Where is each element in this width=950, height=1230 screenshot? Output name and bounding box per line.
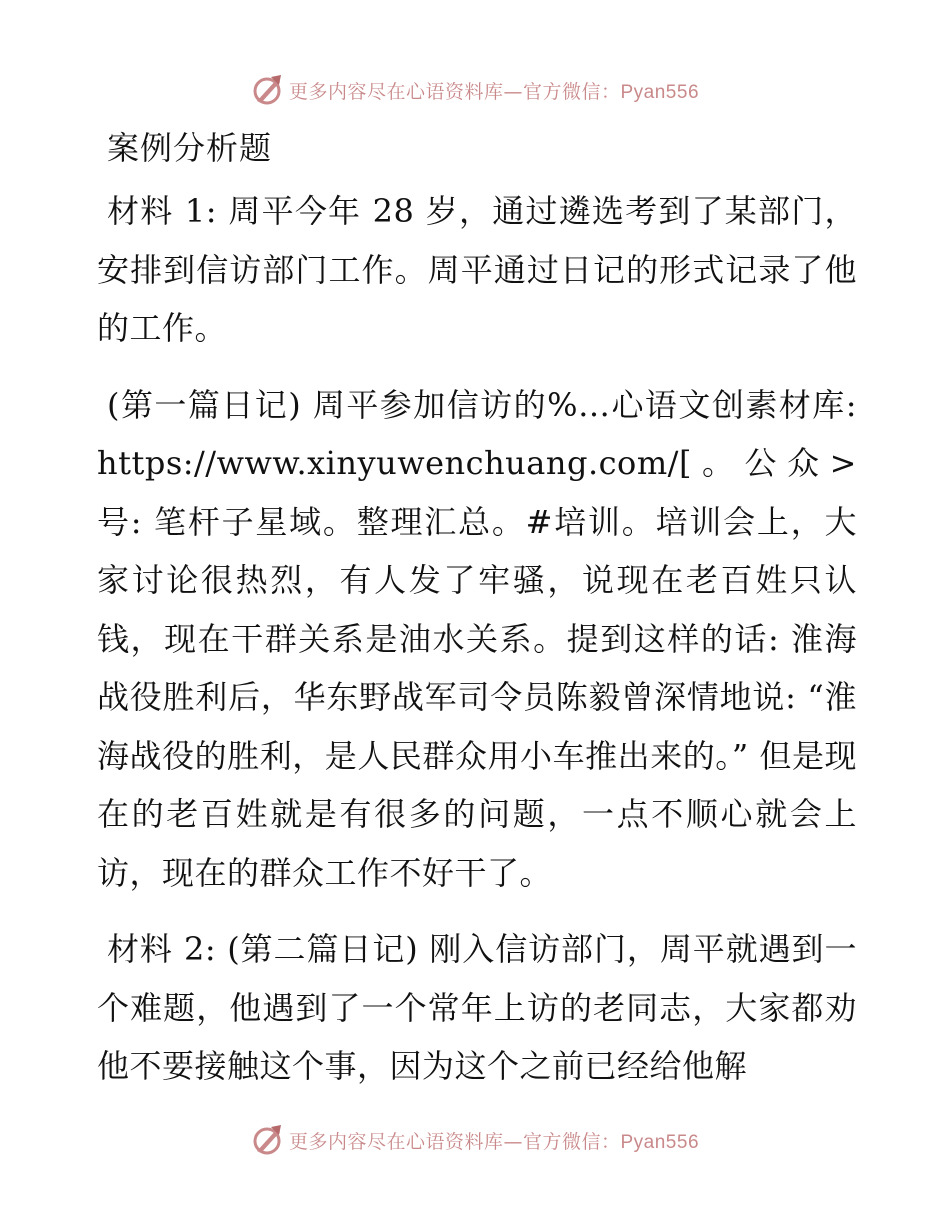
quill-circle-icon — [251, 1123, 285, 1157]
paragraph-material-1: 材料 1: 周平今年 28 岁，通过遴选考到了某部门，安排到信访部门工作。周平通过日记的形式记录了他的工作。 — [97, 192, 857, 347]
watermark-header — [0, 70, 950, 110]
watermark-footer — [0, 1120, 950, 1160]
quill-circle-icon — [251, 73, 285, 107]
paragraph-material-2: 材料 2: (第二篇日记) 刚入信访部门，周平就遇到一个难题，他遇到了一个常年上访的老同志，大家都劝他不要接触这个事，因为这个之前已经给他解 — [97, 930, 857, 1085]
document-heading: 案例分析题 — [107, 129, 273, 167]
document-body — [97, 122, 857, 1114]
watermark-label: 更多内容尽在心语资料库—官方微信：Pyan556 — [288, 1130, 700, 1153]
paragraph-diary-1: (第一篇日记) 周平参加信访的%…心语文创素材库: https://www.xinyuwenchuang.com/[。公众>号: 笔杆子星域。整理汇总。#培训。培训会上，大家讨论很热烈，有人发了牢骚，说现在老百姓只认钱，现在干群关系是油水关系。提到这样的话: 淮海战役胜利后，华东野战军司令员陈毅曾深情地说: “淮海战役的胜利，是人民群众用小车推出来的。” 但是现在的老百姓就是有很多的问题，一点不顺心就会上访，现在的群众工作不好干了。 — [97, 385, 857, 892]
watermark-label: 更多内容尽在心语资料库—官方微信：Pyan556 — [288, 80, 700, 103]
